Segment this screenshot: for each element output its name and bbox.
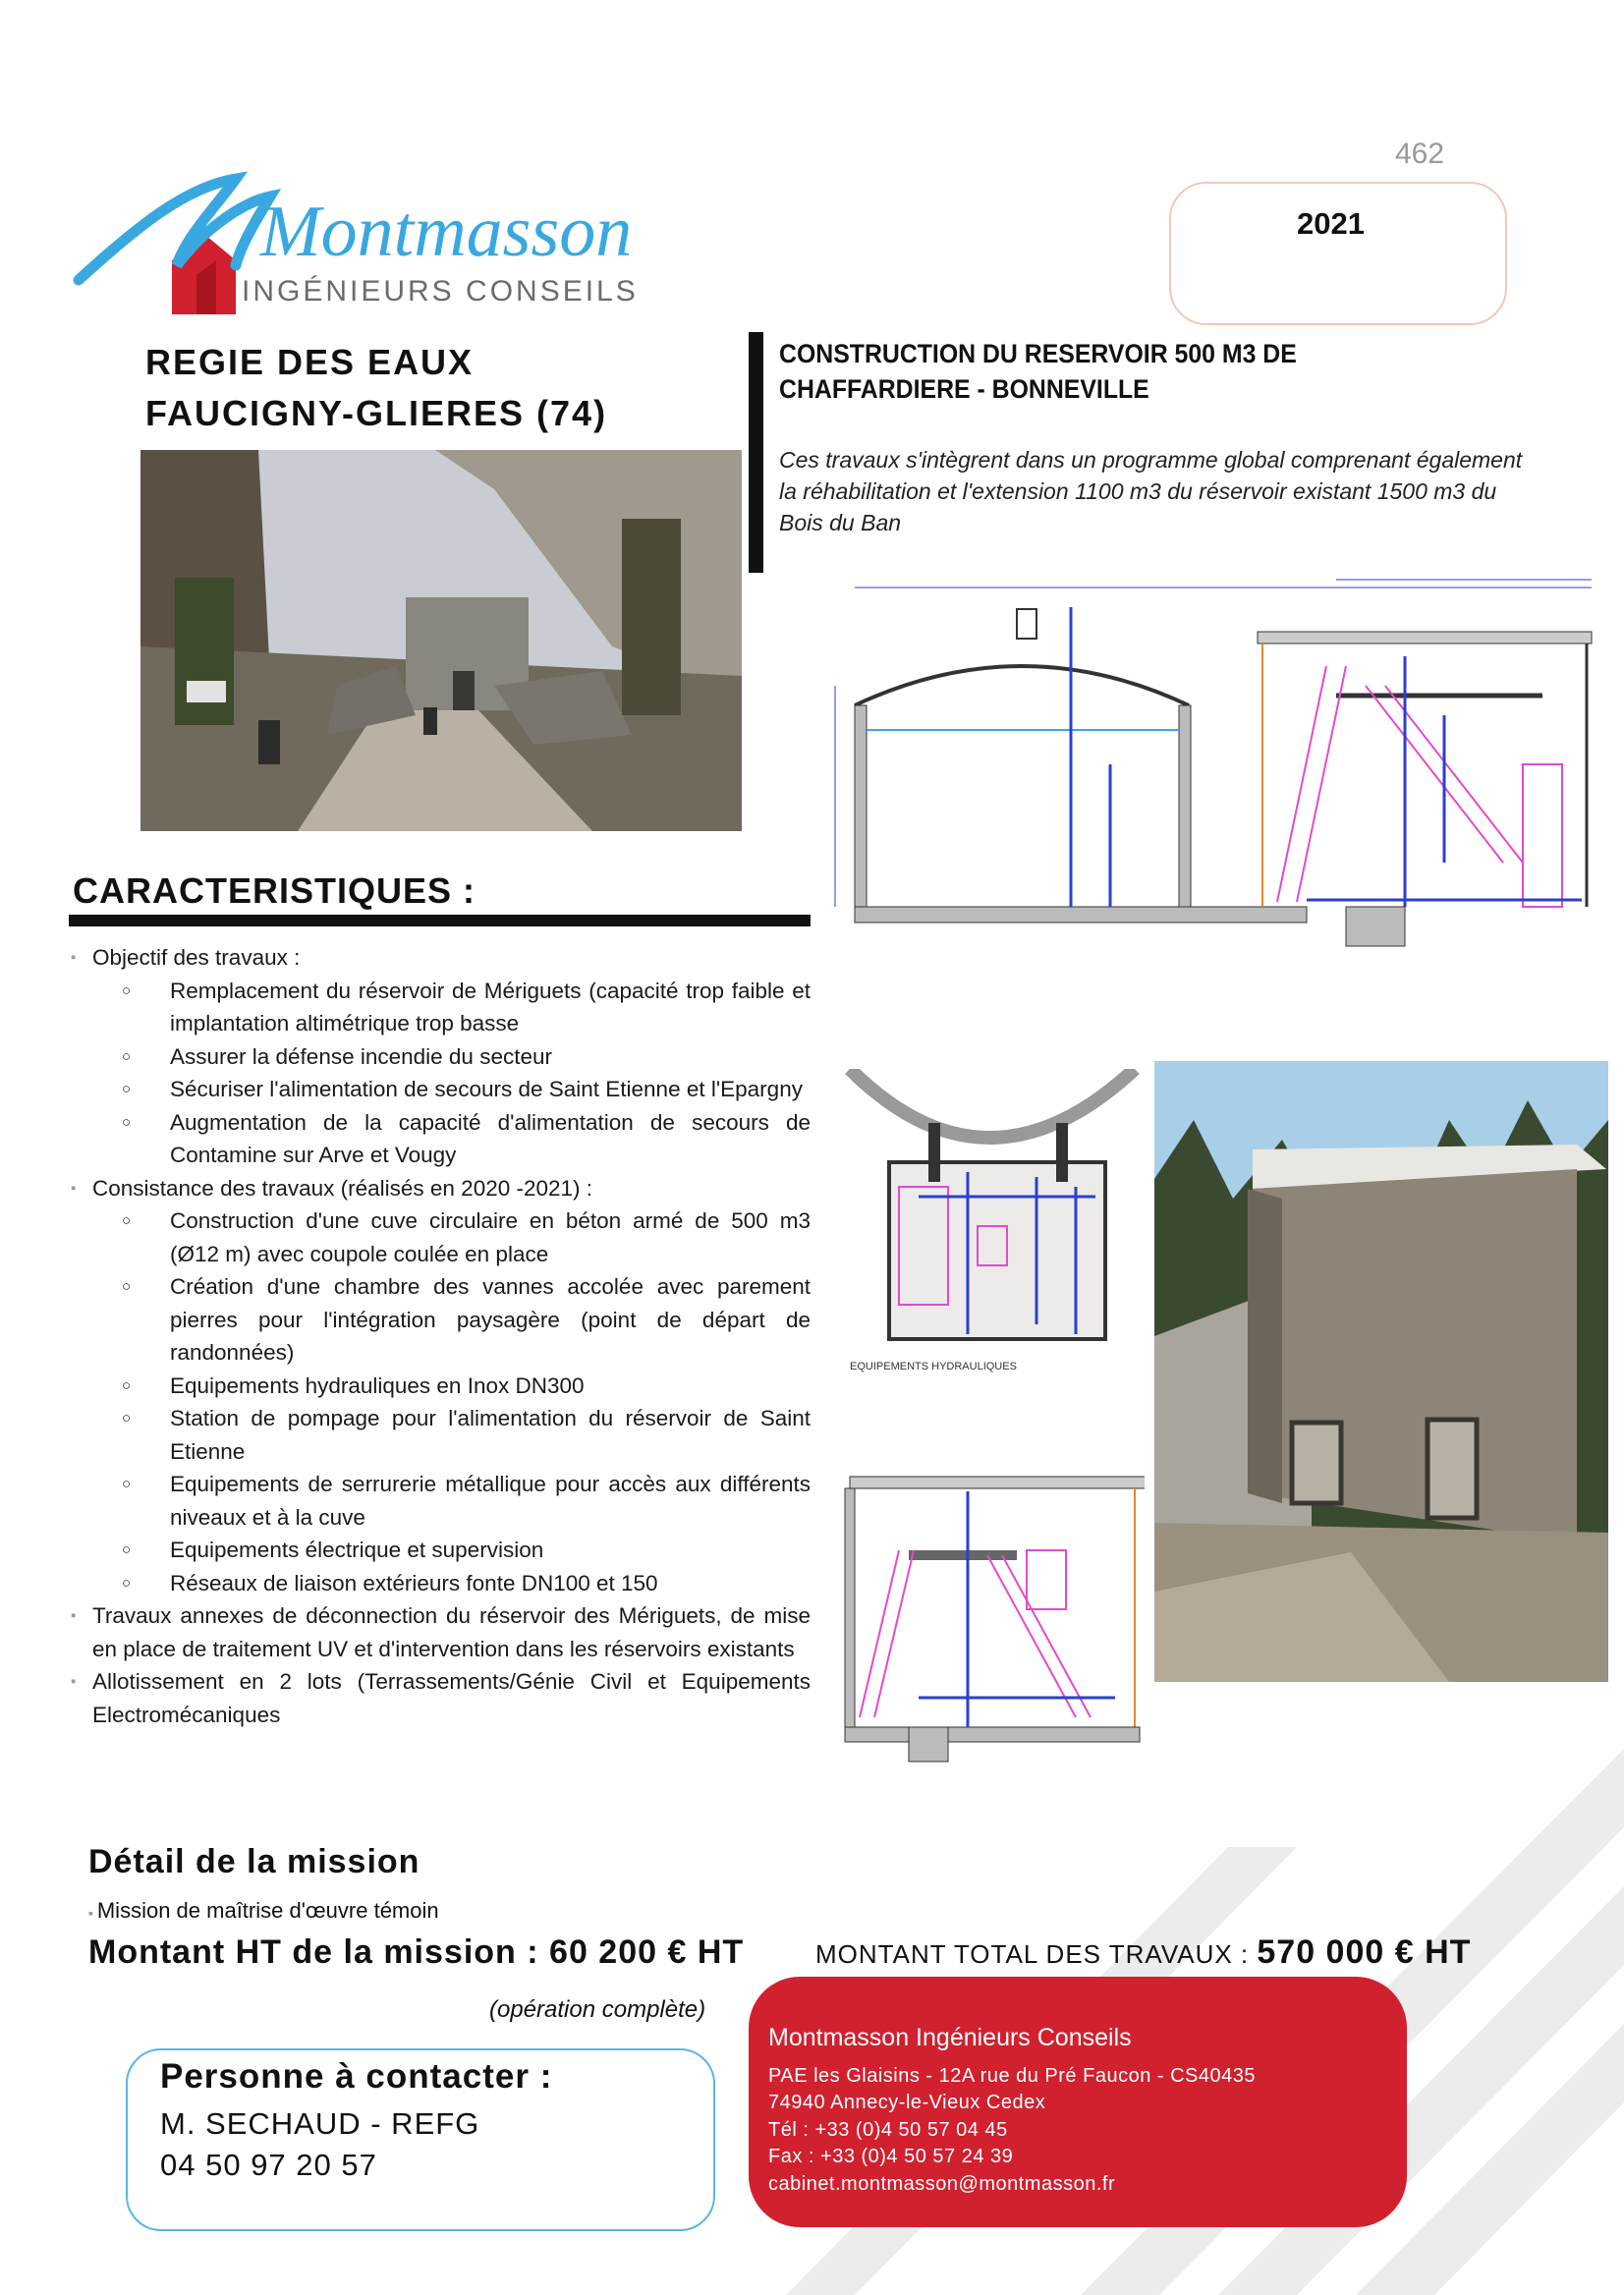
project-description: Ces travaux s'intègrent dans un programme global comprenant également la réhabilitation et l'extension 1100 m3 du réservoir existant 1500 m3 du Bois du Ban — [779, 447, 1523, 535]
total-works — [815, 1933, 1471, 1972]
company-fax: Fax : +33 (0)4 50 57 24 39 — [768, 2146, 1014, 2167]
site-photo — [140, 450, 742, 831]
list-subitem: ○ Remplacement du réservoir de Mériguets (capacité trop faible et implantation altimétrique trop basse — [71, 975, 811, 1040]
section-drawing — [815, 568, 1601, 980]
client-line-2: FAUCIGNY-GLIERES (74) — [145, 393, 608, 433]
logo-wordmark: Montmasson — [260, 192, 633, 272]
contact-phone: 04 50 97 20 57 — [160, 2148, 377, 2182]
company-email[interactable]: cabinet.montmasson@montmasson.fr — [768, 2173, 1116, 2195]
list-item: ▪ Travaux annexes de déconnection du réservoir des Mériguets, de mise en place de traitement UV et d'intervention dans les réservoirs existants — [71, 1599, 811, 1665]
client-line-1: REGIE DES EAUX — [145, 342, 475, 382]
equipements-label: EQUIPEMENTS HYDRAULIQUES — [850, 1361, 1017, 1372]
project-title-line-1: CONSTRUCTION DU RESERVOIR 500 M3 DE — [779, 339, 1297, 368]
year-box — [1169, 182, 1507, 325]
list-item: ▪ Allotissement en 2 lots (Terrassements/Génie Civil et Equipements Electromécaniques — [71, 1665, 811, 1731]
list-subitem: ○ Station de pompage pour l'alimentation du réservoir de Saint Etienne — [71, 1402, 811, 1468]
year: 2021 — [1297, 206, 1365, 241]
mission-fee-amount: 60 200 € HT — [549, 1933, 745, 1971]
valve-chamber-drawing — [840, 1432, 1145, 1766]
project-title — [779, 336, 1429, 407]
building-photo — [1154, 1061, 1608, 1682]
title-bar — [749, 332, 763, 573]
company-address-2: 74940 Annecy-le-Vieux Cedex — [768, 2092, 1046, 2113]
page-number: 462 — [1395, 138, 1445, 170]
list-subitem: ○ Sécuriser l'alimentation de secours de Saint Etienne et l'Epargny — [71, 1073, 811, 1106]
mission-item: ▪ Mission de maîtrise d'œuvre témoin — [88, 1898, 439, 1924]
company-tel: Tél : +33 (0)4 50 57 04 45 — [768, 2119, 1008, 2141]
hydraulic-plan-drawing — [840, 1069, 1145, 1383]
list-subitem: ○ Assurer la défense incendie du secteur — [71, 1040, 811, 1074]
contact-name: M. SECHAUD - REFG — [160, 2106, 480, 2141]
total-works-amount: 570 000 € HT — [1257, 1933, 1472, 1971]
logo-subtitle: INGÉNIEURS CONSEILS — [242, 275, 639, 308]
caracteristiques-underline — [69, 915, 811, 926]
mission-fee-note: (opération complète) — [489, 1996, 706, 2023]
caracteristiques-title: CARACTERISTIQUES : — [73, 870, 476, 911]
company-name: Montmasson Ingénieurs Conseils — [768, 2024, 1132, 2051]
contact-title: Personne à contacter : — [160, 2057, 553, 2096]
list-subitem: ○ Construction d'une cuve circulaire en béton armé de 500 m3 (Ø12 m) avec coupole coulée en place — [71, 1204, 811, 1270]
list-subitem: ○ Equipements hydrauliques en Inox DN300 — [71, 1370, 811, 1403]
mission-title: Détail de la mission — [88, 1843, 420, 1880]
list-subitem: ○ Equipements de serrurerie métallique pour accès aux différents niveaux et à la cuve — [71, 1468, 811, 1534]
list-subitem: ○ Augmentation de la capacité d'alimentation de secours de Contamine sur Arve et Vougy — [71, 1106, 811, 1172]
list-subitem: ○ Réseaux de liaison extérieurs fonte DN100 et 150 — [71, 1567, 811, 1600]
company-address-1: PAE les Glaisins - 12A rue du Pré Faucon - CS40435 — [768, 2065, 1256, 2087]
mission-fee-label: Montant HT de la mission : — [88, 1933, 550, 1971]
list-subitem: ○ Equipements électrique et supervision — [71, 1534, 811, 1567]
list-subitem: ○ Création d'une chambre des vannes accolée avec parement pierres pour l'intégration paysagère (point de départ de randonnées) — [71, 1270, 811, 1370]
caracteristiques-list — [71, 941, 811, 1731]
project-title-line-2: CHAFFARDIERE - BONNEVILLE — [779, 374, 1149, 404]
list-item: ▪ Objectif des travaux : — [71, 941, 811, 975]
total-works-label: MONTANT TOTAL DES TRAVAUX : — [815, 1939, 1258, 1969]
mission-fee — [88, 1933, 744, 1972]
list-item: ▪ Consistance des travaux (réalisés en 2020 -2021) : — [71, 1172, 811, 1205]
